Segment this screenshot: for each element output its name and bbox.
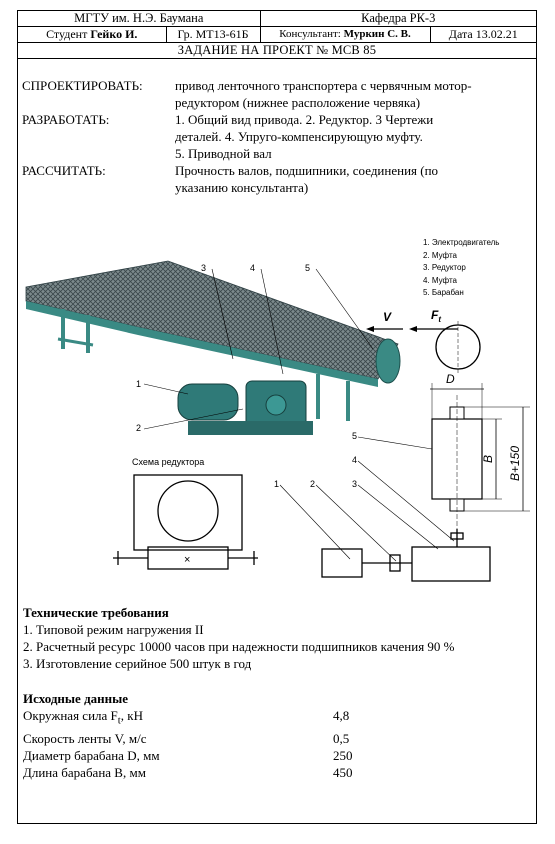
source-data-heading: Исходные данные: [23, 691, 129, 706]
develop-text-2: деталей. 4. Упруго-компенсирующую муфту.: [175, 129, 423, 144]
requirement-item: 3. Изготовление серийное 500 штук в год: [23, 656, 252, 671]
callout-2-left: 2: [136, 423, 142, 433]
student-name: Гейко И.: [90, 27, 138, 41]
callout-1-bottom: 1: [274, 479, 280, 489]
callout-4-top: 4: [250, 263, 256, 273]
calc-label: РАССЧИТАТЬ:: [22, 163, 106, 178]
source-row: Диаметр барабана D, мм 250: [23, 747, 353, 763]
conveyor-illustration: [26, 261, 400, 435]
consultant-name: Муркин С. В.: [343, 28, 411, 40]
legend-item: 4. Муфта: [423, 275, 457, 285]
source-value: 450: [333, 764, 353, 780]
page-title: ЗАДАНИЕ НА ПРОЕКТ № МСВ 85: [18, 43, 536, 59]
v-label: V: [383, 310, 392, 324]
calc-text-1: Прочность валов, подшипники, соединения (по: [175, 163, 439, 178]
reducer-housing-top: [134, 475, 242, 550]
callout-5-bottom: 5: [352, 431, 358, 441]
source-value: 4,8: [333, 708, 350, 723]
reducer-scheme: [113, 475, 258, 569]
legend-item: 2. Муфта: [423, 250, 457, 260]
drum-dimension-view: [430, 372, 530, 539]
develop-text-3: 5. Приводной вал: [175, 146, 272, 161]
callout-2-bottom: 2: [310, 479, 316, 489]
callout-3-top: 3: [201, 263, 207, 273]
leader-line: [280, 485, 350, 559]
requirement-item: 1. Типовой режим нагружения II: [23, 622, 204, 637]
design-text-2: редуктором (нижнее расположение червяка): [175, 95, 421, 110]
requirement-item: 2. Расчетный ресурс 10000 часов при надежности подшипников качения 90 %: [23, 639, 455, 654]
student-cell: Студент Гейко И.: [18, 27, 166, 43]
source-row: Скорость ленты V, м/с 0,5: [23, 730, 350, 746]
calc-text-2: указанию консультанта): [175, 180, 309, 195]
task-section: [22, 77, 532, 196]
scheme-reducer: [412, 547, 490, 581]
base-plate: [188, 421, 313, 435]
leader-line: [358, 437, 432, 449]
consultant-cell: Консультант: Муркин С. В.: [260, 27, 430, 43]
calc-row: [22, 162, 532, 196]
legend-item: 5. Барабан: [423, 288, 464, 297]
reducer-hub: [266, 395, 286, 415]
requirements-section: [23, 604, 535, 672]
scheme-motor: [322, 549, 362, 577]
source-data-section: [23, 690, 535, 781]
develop-row: [22, 111, 532, 162]
group-cell: Гр. МТ13-61Б: [166, 27, 260, 43]
callout-3-bottom: 3: [352, 479, 358, 489]
legend-item: 3. Редуктор: [423, 263, 466, 272]
electric-motor: [178, 384, 238, 420]
design-label: СПРОЕКТИРОВАТЬ:: [22, 78, 143, 93]
source-row: Окружная сила $F_t$, кН 4,8: [23, 707, 535, 730]
v-arrowhead: [366, 326, 374, 332]
drive-figure: [18, 249, 536, 589]
department-name: Кафедра РК-3: [260, 11, 536, 27]
legend-item: 1. Электродвигатель: [423, 238, 500, 247]
design-text-1: привод ленточного транспортера с червячным мотор-: [175, 78, 472, 93]
source-row: Длина барабана B, мм 450: [23, 764, 353, 780]
b-label: B: [481, 454, 495, 463]
worm-cross-icon: ×: [184, 554, 191, 566]
ft-arrowhead: [409, 326, 417, 332]
source-value: 0,5: [333, 730, 350, 746]
university-name: МГТУ им. Н.Э. Баумана: [18, 11, 260, 27]
develop-label: РАЗРАБОТАТЬ:: [22, 112, 110, 127]
callout-1-left: 1: [136, 379, 142, 389]
d-label: D: [446, 372, 455, 386]
b150-label: B+150: [508, 445, 522, 481]
requirements-heading: Технические требования: [23, 605, 169, 620]
develop-text-1: 1. Общий вид привода. 2. Редуктор. 3 Чертежи: [175, 112, 434, 127]
header-table: [18, 11, 536, 59]
date-cell: Дата 13.02.21: [430, 27, 536, 43]
design-row: [22, 77, 532, 111]
worm-wheel: [158, 481, 218, 541]
ft-label: $F_t$: [431, 308, 442, 324]
source-value: 250: [333, 747, 353, 763]
callout-5-top: 5: [305, 263, 311, 273]
scheme-caption: Схема редуктора: [132, 457, 205, 467]
drum: [376, 339, 400, 383]
assignment-sheet: [17, 10, 537, 824]
callout-4-bottom: 4: [352, 455, 358, 465]
